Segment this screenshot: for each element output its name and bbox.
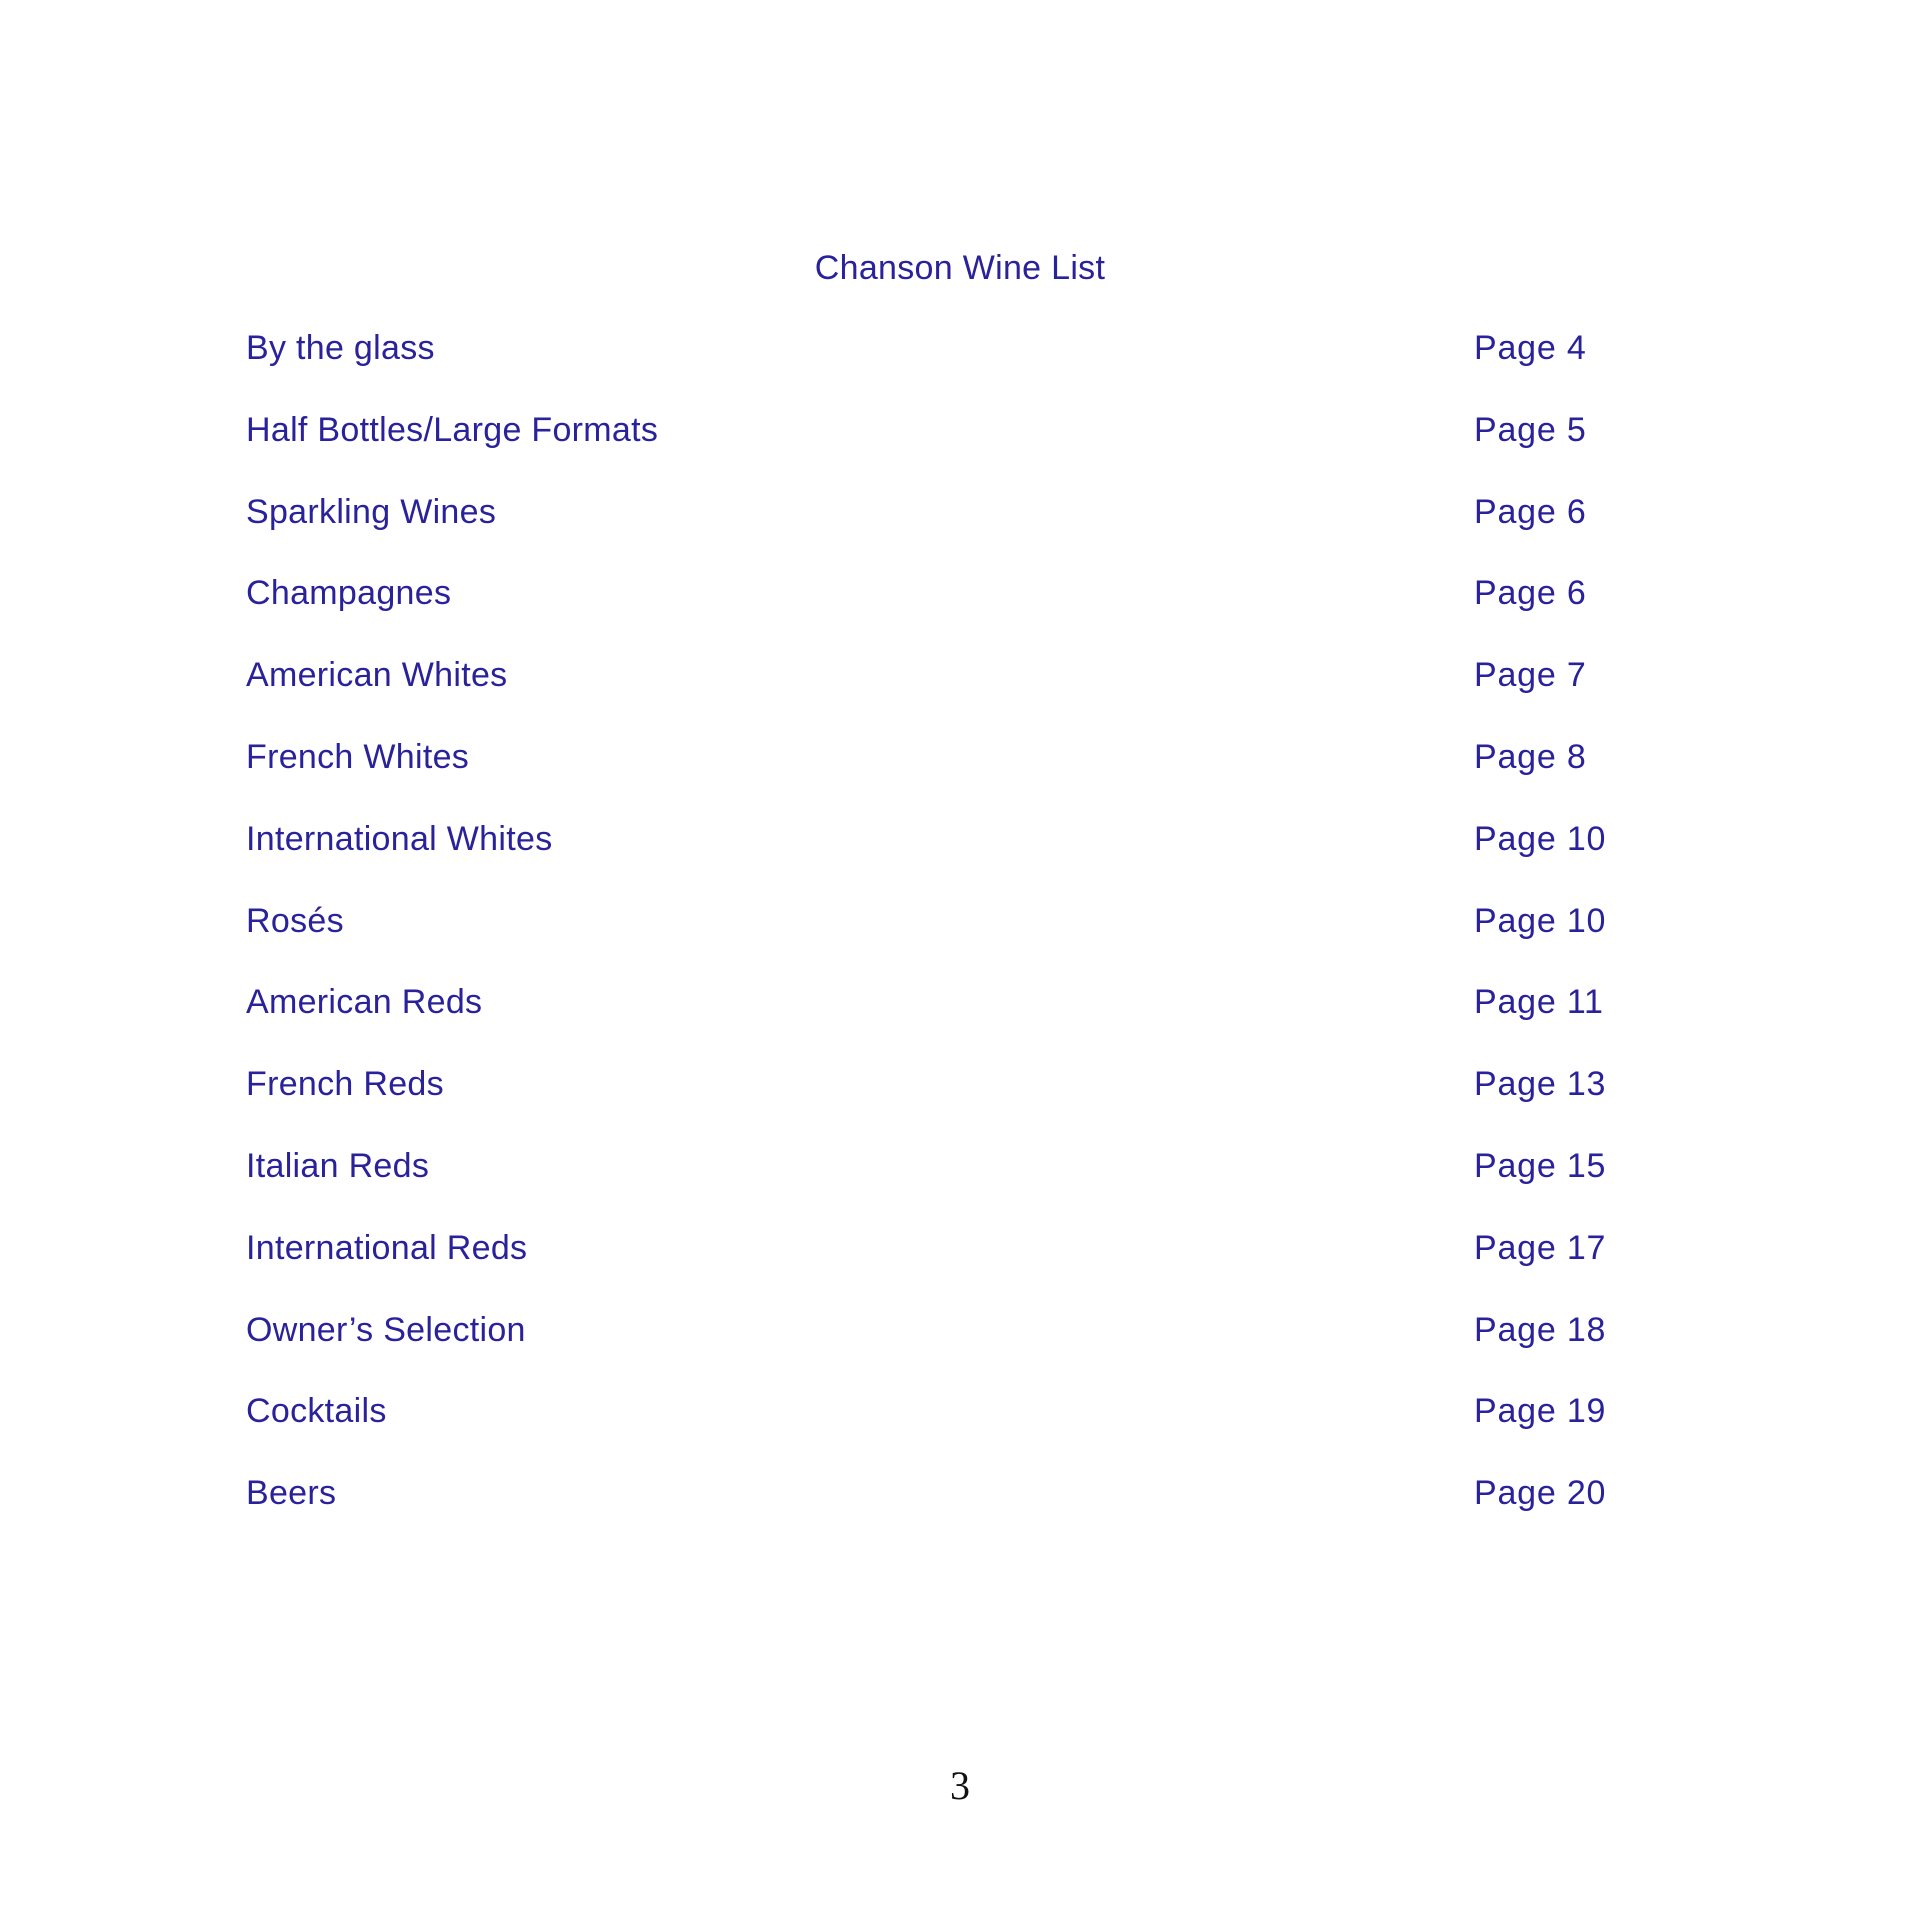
toc-entry-page: Page 20: [1474, 1474, 1607, 1513]
toc-entry-page: Page 19: [1474, 1392, 1607, 1431]
toc-entry-label: French Reds: [246, 1065, 444, 1104]
toc-entry: [246, 978, 1646, 1060]
toc-entry-label: International Whites: [246, 819, 553, 858]
toc-entry-label: Half Bottles/Large Formats: [246, 410, 659, 449]
toc-entry-page: Page 5: [1474, 410, 1587, 449]
toc-entry-page: Page 6: [1474, 574, 1587, 613]
toc-entry-page: Page 10: [1474, 819, 1607, 858]
toc-entry-label: American Whites: [246, 656, 508, 695]
toc-entry: [246, 324, 1646, 406]
toc-entry-page: Page 6: [1474, 492, 1587, 531]
toc-entry-page: Page 17: [1474, 1228, 1607, 1267]
toc-entry-page: Page 4: [1474, 329, 1587, 367]
toc-entry: [246, 651, 1646, 733]
toc-entry-label: Cocktails: [246, 1392, 387, 1431]
toc-entry-label: Champagnes: [246, 574, 452, 613]
toc-entry-page: Page 18: [1474, 1310, 1607, 1349]
toc-entry-label: Owner’s Selection: [246, 1310, 526, 1349]
toc-entry-label: International Reds: [246, 1228, 528, 1267]
toc-entry-label: Beers: [246, 1474, 337, 1513]
toc-entry-page: Page 8: [1474, 737, 1587, 776]
toc-entry: [246, 815, 1646, 897]
toc-entry: [246, 733, 1646, 815]
toc-entry-page: Page 11: [1474, 983, 1604, 1022]
toc-entry-page: Page 15: [1474, 1146, 1607, 1185]
toc-entry: [246, 1224, 1646, 1306]
table-of-contents: [246, 324, 1646, 1551]
toc-entry-label: Italian Reds: [246, 1146, 430, 1185]
toc-entry-page: Page 13: [1474, 1065, 1607, 1104]
toc-entry: [246, 1142, 1646, 1224]
toc-entry: [246, 1387, 1646, 1469]
toc-entry-label: By the glass: [246, 329, 435, 367]
toc-entry-page: Page 7: [1474, 656, 1587, 695]
page-number: 3: [950, 1763, 970, 1808]
toc-entry-label: American Reds: [246, 983, 483, 1022]
toc-entry-label: French Whites: [246, 737, 470, 776]
toc-entry: [246, 1469, 1646, 1551]
toc-entry-label: Sparkling Wines: [246, 492, 497, 531]
toc-entry: [246, 1306, 1646, 1388]
document-title: Chanson Wine List: [814, 249, 1106, 287]
toc-entry-label: Rosés: [246, 901, 344, 940]
toc-entry: [246, 897, 1646, 979]
toc-entry: [246, 569, 1646, 651]
toc-entry: [246, 406, 1646, 488]
toc-entry: [246, 488, 1646, 570]
toc-entry: [246, 1060, 1646, 1142]
toc-entry-page: Page 10: [1474, 901, 1607, 940]
